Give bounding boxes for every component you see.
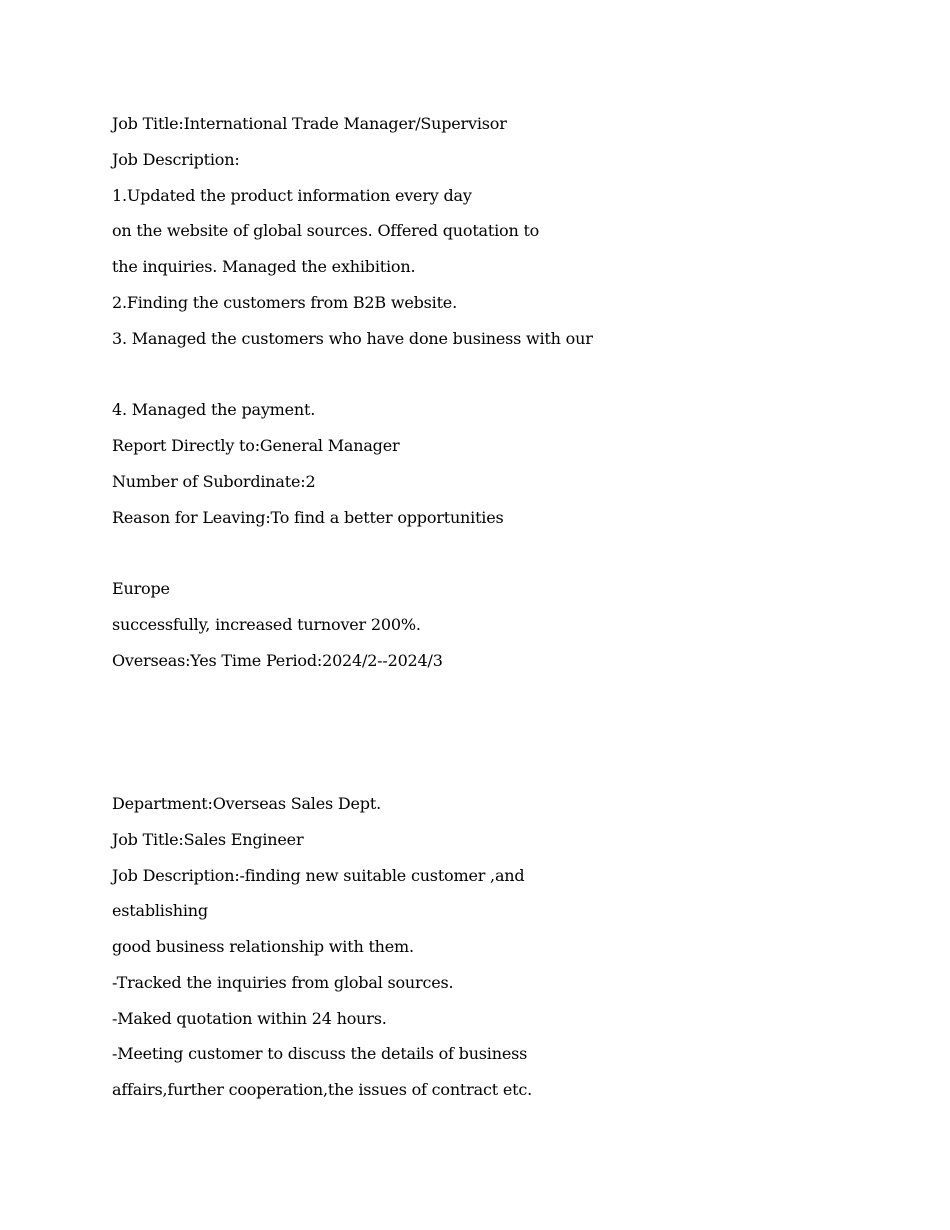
job-title-line: Job Title:Sales Engineer [112,830,304,849]
description-line: affairs,further cooperation,the issues of contract etc. [112,1080,532,1099]
job-title-line: Job Title:International Trade Manager/Supervisor [112,114,507,133]
description-line: 1.Updated the product information every day [112,186,472,205]
department-line: Department:Overseas Sales Dept. [112,794,381,813]
report-to-line: Report Directly to:General Manager [112,436,400,455]
job-description-line: Job Description:-finding new suitable customer ,and [112,866,525,885]
subordinate-line: Number of Subordinate:2 [112,472,316,491]
description-line: 4. Managed the payment. [112,400,316,419]
region-line: Europe [112,579,170,598]
description-line: 3. Managed the customers who have done business with our [112,329,593,348]
description-line: 2.Finding the customers from B2B website. [112,293,457,312]
description-line: establishing [112,901,208,920]
description-line: the inquiries. Managed the exhibition. [112,257,416,276]
overseas-period-line: Overseas:Yes Time Period:2024/2--2024/3 [112,651,443,670]
description-line: -Meeting customer to discuss the details of business [112,1044,528,1063]
reason-for-leaving-line: Reason for Leaving:To find a better opportunities [112,508,504,527]
job-description-heading: Job Description: [112,150,240,169]
description-line: on the website of global sources. Offered quotation to [112,221,540,240]
result-line: successfully, increased turnover 200%. [112,615,421,634]
description-line: -Maked quotation within 24 hours. [112,1009,387,1028]
description-line: good business relationship with them. [112,937,414,956]
description-line: -Tracked the inquiries from global sources. [112,973,454,992]
